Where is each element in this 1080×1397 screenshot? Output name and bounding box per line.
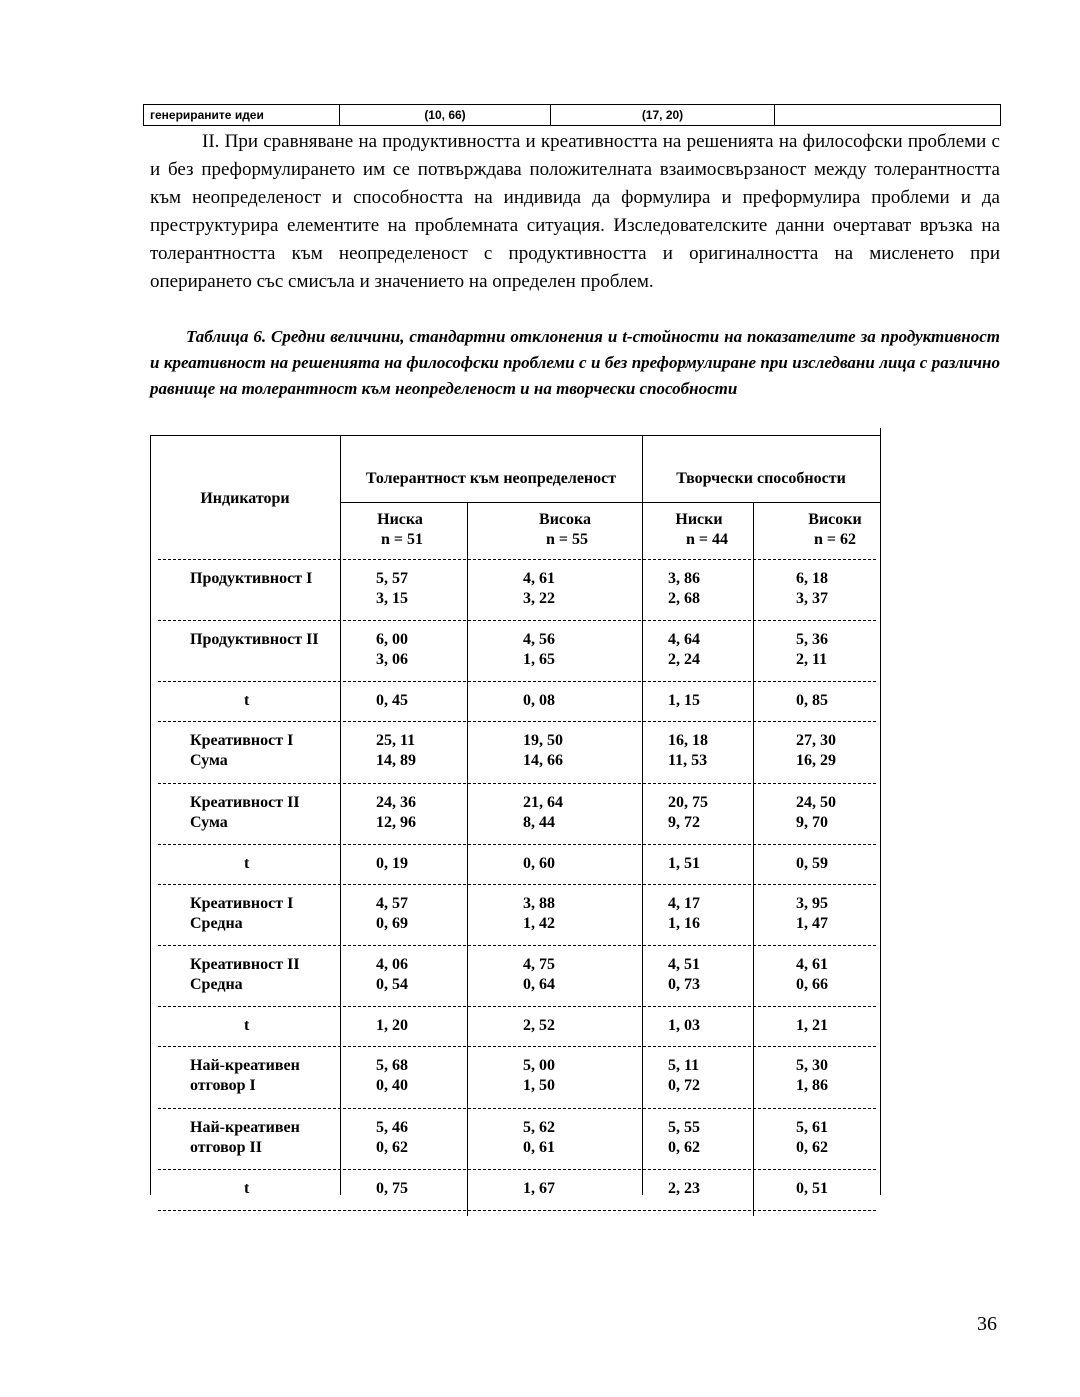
cell-mean: 5, 55 [668,1119,700,1136]
row-separator [158,1006,876,1007]
cell-mean: 3, 88 [523,895,555,912]
cell-sd: 0, 62 [796,1139,828,1156]
cell-mean: 20, 75 [668,794,708,811]
cell-mean: 4, 56 [523,631,555,648]
subheader-n: n = 55 [545,531,588,548]
cell-sd: 12, 96 [376,814,416,831]
row-separator [158,681,876,682]
indicators-header: Индикатори [200,490,290,507]
subheader-name: Високи [808,511,862,528]
cell-mean: 0, 08 [523,692,555,709]
cell-sd: 8, 44 [523,814,555,831]
cell-sd: 2, 11 [796,651,828,668]
row-separator [158,721,876,722]
cell-mean: 1, 67 [523,1180,555,1197]
cell-sd: 0, 66 [796,976,828,993]
cell-sd: 0, 64 [523,976,555,993]
row-separator [158,945,876,946]
row-separator [158,1108,876,1109]
cell-mean: 1, 21 [796,1017,828,1034]
cell-sd: 14, 89 [376,752,416,769]
cell-mean: 19, 50 [523,732,563,749]
cell-mean: 0, 19 [376,855,408,872]
cell-mean: 0, 60 [523,855,555,872]
subheader-n: n = 44 [685,531,728,548]
carryover-value-1: (10, 66) [340,105,551,126]
cell-sd: 14, 66 [523,752,563,769]
row-label: Креативност I [190,895,294,912]
cell-mean: 4, 61 [523,570,555,587]
row-label: Креативност II [190,794,300,811]
cell-sd: 0, 73 [668,976,700,993]
row-separator [158,1046,876,1047]
cell-mean: 0, 51 [796,1180,828,1197]
row-separator [158,783,876,784]
cell-mean: 2, 52 [523,1017,555,1034]
cell-mean: 16, 18 [668,732,708,749]
subheader-n: n = 51 [380,531,423,548]
body-paragraph [150,128,1000,296]
cell-mean: 3, 86 [668,570,700,587]
row-label: t [244,1180,250,1197]
cell-mean: 4, 75 [523,956,555,973]
cell-mean: 4, 64 [668,631,700,648]
cell-mean: 1, 15 [668,692,700,709]
cell-sd: 9, 70 [796,814,828,831]
table-border-left [150,435,151,1195]
cell-sd: 3, 37 [796,590,828,607]
cell-sd: 0, 72 [668,1077,700,1094]
cell-sd: 1, 16 [668,915,700,932]
row-label-sub: Сума [190,752,228,769]
row-separator [158,1210,876,1211]
cell-mean: 1, 20 [376,1017,408,1034]
cell-sd: 0, 69 [376,915,408,932]
row-label-sub: Средна [190,976,243,993]
cell-mean: 1, 51 [668,855,700,872]
row-label: Креативност II [190,956,300,973]
cell-mean: 27, 30 [796,732,836,749]
cell-mean: 25, 11 [376,732,416,749]
col-divider-1 [340,435,341,1195]
cell-mean: 4, 57 [376,895,408,912]
cell-sd: 1, 86 [796,1077,828,1094]
carryover-label: генерираните идеи [144,105,340,126]
subheader-name: Ниски [675,511,723,528]
cell-sd: 11, 53 [668,752,708,769]
cell-mean: 5, 36 [796,631,828,648]
row-separator [158,620,876,621]
cell-mean: 1, 03 [668,1017,700,1034]
row-separator [158,884,876,885]
cell-mean: 5, 30 [796,1057,828,1074]
cell-mean: 6, 00 [376,631,408,648]
cell-mean: 4, 17 [668,895,700,912]
cell-sd: 1, 47 [796,915,828,932]
caption-text: Таблица 6. Средни величини, стандартни отклонения и t-стойности на показателите за продуктивност и креативност на решенията на философски проблеми с и без преформулиране при изследвани лица с различно равнище на толерантност към неопределеност и на творчески способности [150,327,1000,398]
row-label-sub: Сума [190,814,228,831]
cell-sd: 3, 22 [523,590,555,607]
cell-mean: 5, 68 [376,1057,408,1074]
col-divider-3 [642,435,643,1195]
cell-mean: 5, 61 [796,1119,828,1136]
table-caption [150,324,1000,402]
carryover-row [144,105,1001,126]
row-label: t [244,692,250,709]
row-label-sub: Средна [190,915,243,932]
row-label: t [244,855,250,872]
row-label: t [244,1017,250,1034]
cell-sd: 1, 42 [523,915,555,932]
cell-mean: 5, 11 [668,1057,700,1074]
cell-mean: 5, 46 [376,1119,408,1136]
carryover-table [143,104,1001,126]
paragraph-text: II. При сравняване на продуктивността и креативността на решенията на философски проблеми с и без преформулирането им се потвърждава положителната взаимосвързаност между толерантността към неопределеност и способността на индивида да формулира и преформулира проблеми и да преструктурира елементите на проблемната ситуация. Изследователските данни очертават връзка на толерантността към неопределеност с продуктивността и оригиналността на мисленето при оперирането със смисъла и значението на определен проблем. [150,131,1000,292]
cell-mean: 5, 62 [523,1119,555,1136]
cell-mean: 6, 18 [796,570,828,587]
cell-sd: 9, 72 [668,814,700,831]
cell-sd: 0, 40 [376,1077,408,1094]
cell-mean: 0, 45 [376,692,408,709]
row-separator [158,559,876,560]
cell-mean: 3, 95 [796,895,828,912]
cell-mean: 4, 06 [376,956,408,973]
table-border-top [150,435,880,436]
cell-sd: 1, 50 [523,1077,555,1094]
col-divider-2 [467,502,468,1216]
subheader-name: Ниска [377,511,423,528]
cell-mean: 0, 85 [796,692,828,709]
cell-sd: 1, 65 [523,651,555,668]
group-header-divider [340,502,880,503]
cell-mean: 2, 23 [668,1180,700,1197]
cell-sd: 0, 61 [523,1139,555,1156]
row-separator [158,844,876,845]
carryover-value-2: (17, 20) [551,105,775,126]
cell-mean: 4, 51 [668,956,700,973]
page-number: 36 [977,1313,997,1335]
cell-mean: 24, 36 [376,794,416,811]
row-label: Най-креативен [190,1057,300,1074]
row-label: Продуктивност II [190,631,319,648]
cell-mean: 0, 59 [796,855,828,872]
cell-sd: 2, 24 [668,651,700,668]
cell-sd: 2, 68 [668,590,700,607]
cell-mean: 5, 00 [523,1057,555,1074]
row-label: Най-креативен [190,1119,300,1136]
group-header-tolerance: Толерантност към неопределеност [365,470,617,487]
cell-sd: 16, 29 [796,752,836,769]
cell-mean: 21, 64 [523,794,563,811]
cell-sd: 0, 54 [376,976,408,993]
cell-mean: 0, 75 [376,1180,408,1197]
carryover-value-3 [775,105,1001,126]
row-label-sub: отговор II [190,1139,262,1156]
row-label: Продуктивност I [190,570,313,587]
row-separator [158,1169,876,1170]
cell-mean: 4, 61 [796,956,828,973]
cell-sd: 0, 62 [376,1139,408,1156]
col-divider-4 [753,502,754,1216]
cell-sd: 3, 06 [376,651,408,668]
subheader-n: n = 62 [813,531,856,548]
row-label-sub: отговор I [190,1077,256,1094]
cell-sd: 3, 15 [376,590,408,607]
row-label: Креативност I [190,732,294,749]
subheader-name: Висока [539,511,591,528]
cell-mean: 24, 50 [796,794,836,811]
cell-sd: 0, 62 [668,1139,700,1156]
cell-mean: 5, 57 [376,570,408,587]
group-header-creativity: Творчески способности [676,470,846,487]
